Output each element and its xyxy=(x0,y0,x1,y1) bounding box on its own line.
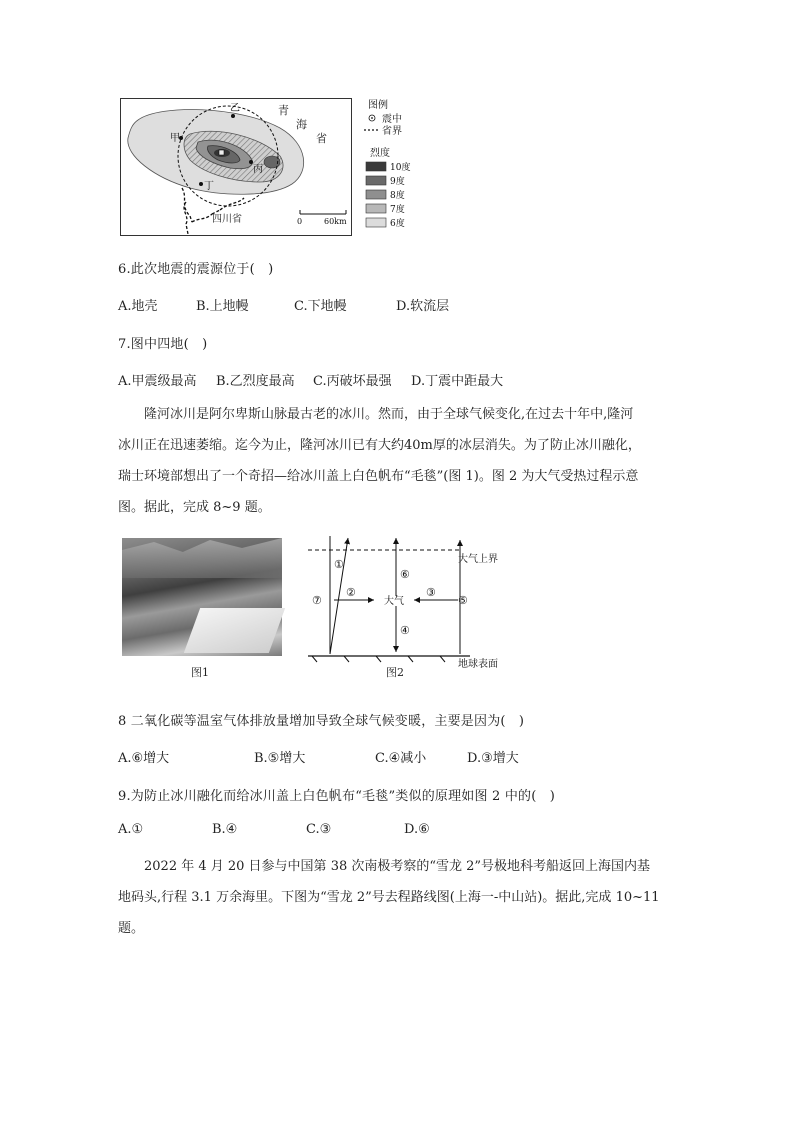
figure-1-caption: 图1 xyxy=(191,666,209,679)
passage-glacier-line-2: 冰川正在迅速萎缩。迄今为止，隆河冰川已有大约40m厚的冰层消失。为了防止冰川融化， xyxy=(118,438,641,453)
map-legend xyxy=(360,98,430,236)
atmospheric-heating-diagram xyxy=(300,534,510,674)
white-canvas-blanket xyxy=(184,608,285,653)
point-ding-dot xyxy=(199,182,203,186)
legend-swatch-3 xyxy=(366,190,386,199)
legend-title: 图例 xyxy=(368,100,388,111)
passage-xuelong-line-2: 地码头,行程 3.1 万余海里。下图为“雪龙 2”号去程路线图(上海一-中山站)。据此,完成 10~11 xyxy=(118,890,660,905)
passage-xuelong-line-3: 题。 xyxy=(118,921,145,936)
marker-1: ① xyxy=(334,558,344,571)
earthquake-intensity-map xyxy=(120,98,352,236)
point-bing-label: 丙 xyxy=(253,164,263,175)
q9-stem: 9.为防止冰川融化而给冰川盖上白色帆布“毛毯”类似的原理如图 2 中的( ) xyxy=(118,789,555,804)
marker-4: ④ xyxy=(400,624,410,637)
figure-2-caption: 图2 xyxy=(386,666,404,679)
q8-option-d[interactable]: D.③增大 xyxy=(467,751,519,766)
passage-glacier xyxy=(118,399,678,523)
q6-option-a[interactable]: A.地壳 xyxy=(118,299,158,314)
legend-swatch-4 xyxy=(366,204,386,213)
q8-option-c[interactable]: C.④减小 xyxy=(375,751,427,766)
province-label-char-1: 青 xyxy=(278,104,289,117)
province-label-char-3: 省 xyxy=(316,132,327,145)
q9-option-c[interactable]: C.③ xyxy=(306,822,332,837)
q7-option-a[interactable]: A.甲震级最高 xyxy=(118,374,197,389)
q9-option-a[interactable]: A.① xyxy=(118,822,144,837)
sichuan-label: 四川省 xyxy=(212,214,242,225)
q6-option-c[interactable]: C.下地幔 xyxy=(294,299,347,314)
legend-level-4: 7度 xyxy=(390,205,405,215)
legend-level-5: 6度 xyxy=(390,219,405,229)
legend-border: 省界 xyxy=(382,126,402,137)
passage-xuelong xyxy=(118,851,678,944)
ground-label: 地球表面 xyxy=(458,659,498,670)
q6-option-b[interactable]: B.上地幔 xyxy=(196,299,249,314)
legend-swatch-1 xyxy=(366,162,386,171)
point-jia-label: 甲 xyxy=(170,133,180,144)
q7-option-b[interactable]: B.乙烈度最高 xyxy=(216,374,295,389)
legend-swatch-5 xyxy=(366,218,386,227)
passage-xuelong-line-1: 2022 年 4 月 20 日参与中国第 38 次南极考察的“雪龙 2”号极地科考船返回上海国内基 xyxy=(144,859,651,874)
province-label-char-2: 海 xyxy=(296,118,307,131)
q9-option-d[interactable]: D.⑥ xyxy=(404,822,430,837)
legend-epicenter: 震中 xyxy=(382,114,402,125)
atmosphere-center-label: 大气 xyxy=(384,596,404,607)
marker-6: ⑥ xyxy=(400,568,410,581)
passage-glacier-line-4: 图。据此，完成 8~9 题。 xyxy=(118,500,271,515)
q9-option-b[interactable]: B.④ xyxy=(212,822,238,837)
marker-7: ⑦ xyxy=(312,594,322,607)
q6-option-d[interactable]: D.软流层 xyxy=(396,299,450,314)
marker-3: ③ xyxy=(426,586,436,599)
scale-zero: 0 xyxy=(297,217,303,226)
point-yi-dot xyxy=(231,114,235,118)
legend-level-3: 8度 xyxy=(390,191,405,201)
q7-stem: 7.图中四地( ) xyxy=(118,337,208,352)
legend-swatch-2 xyxy=(366,176,386,185)
point-ding-label: 丁 xyxy=(204,181,214,192)
epicenter-marker xyxy=(219,150,224,155)
q7-option-d[interactable]: D.丁震中距最大 xyxy=(411,374,504,389)
q8-option-b[interactable]: B.⑤增大 xyxy=(254,751,306,766)
legend-level-1: 10度 xyxy=(390,163,411,173)
legend-level-2: 9度 xyxy=(390,177,405,187)
glacier-photo xyxy=(122,538,282,656)
q7-option-c[interactable]: C.丙破坏最强 xyxy=(313,374,392,389)
legend-intensity-title: 烈度 xyxy=(370,148,390,159)
q8-stem: 8 二氧化碳等温室气体排放量增加导致全球气候变暖，主要是因为( ) xyxy=(118,714,525,729)
atmosphere-top-label: 大气上界 xyxy=(458,554,498,565)
marker-5: ⑤ xyxy=(458,594,468,607)
scale-distance: 60km xyxy=(324,217,347,226)
q8-option-a[interactable]: A.⑥增大 xyxy=(118,751,170,766)
point-yi-label: 乙 xyxy=(230,103,240,114)
passage-glacier-line-1: 隆河冰川是阿尔卑斯山脉最古老的冰川。然而，由于全球气候变化,在过去十年中,隆河 xyxy=(144,407,634,422)
q6-stem: 6.此次地震的震源位于( ) xyxy=(118,262,274,277)
passage-glacier-line-3: 瑞士环境部想出了一个奇招—给冰川盖上白色帆布“毛毯”(图 1)。图 2 为大气受热过程示意 xyxy=(118,469,639,484)
marker-2: ② xyxy=(346,586,356,599)
